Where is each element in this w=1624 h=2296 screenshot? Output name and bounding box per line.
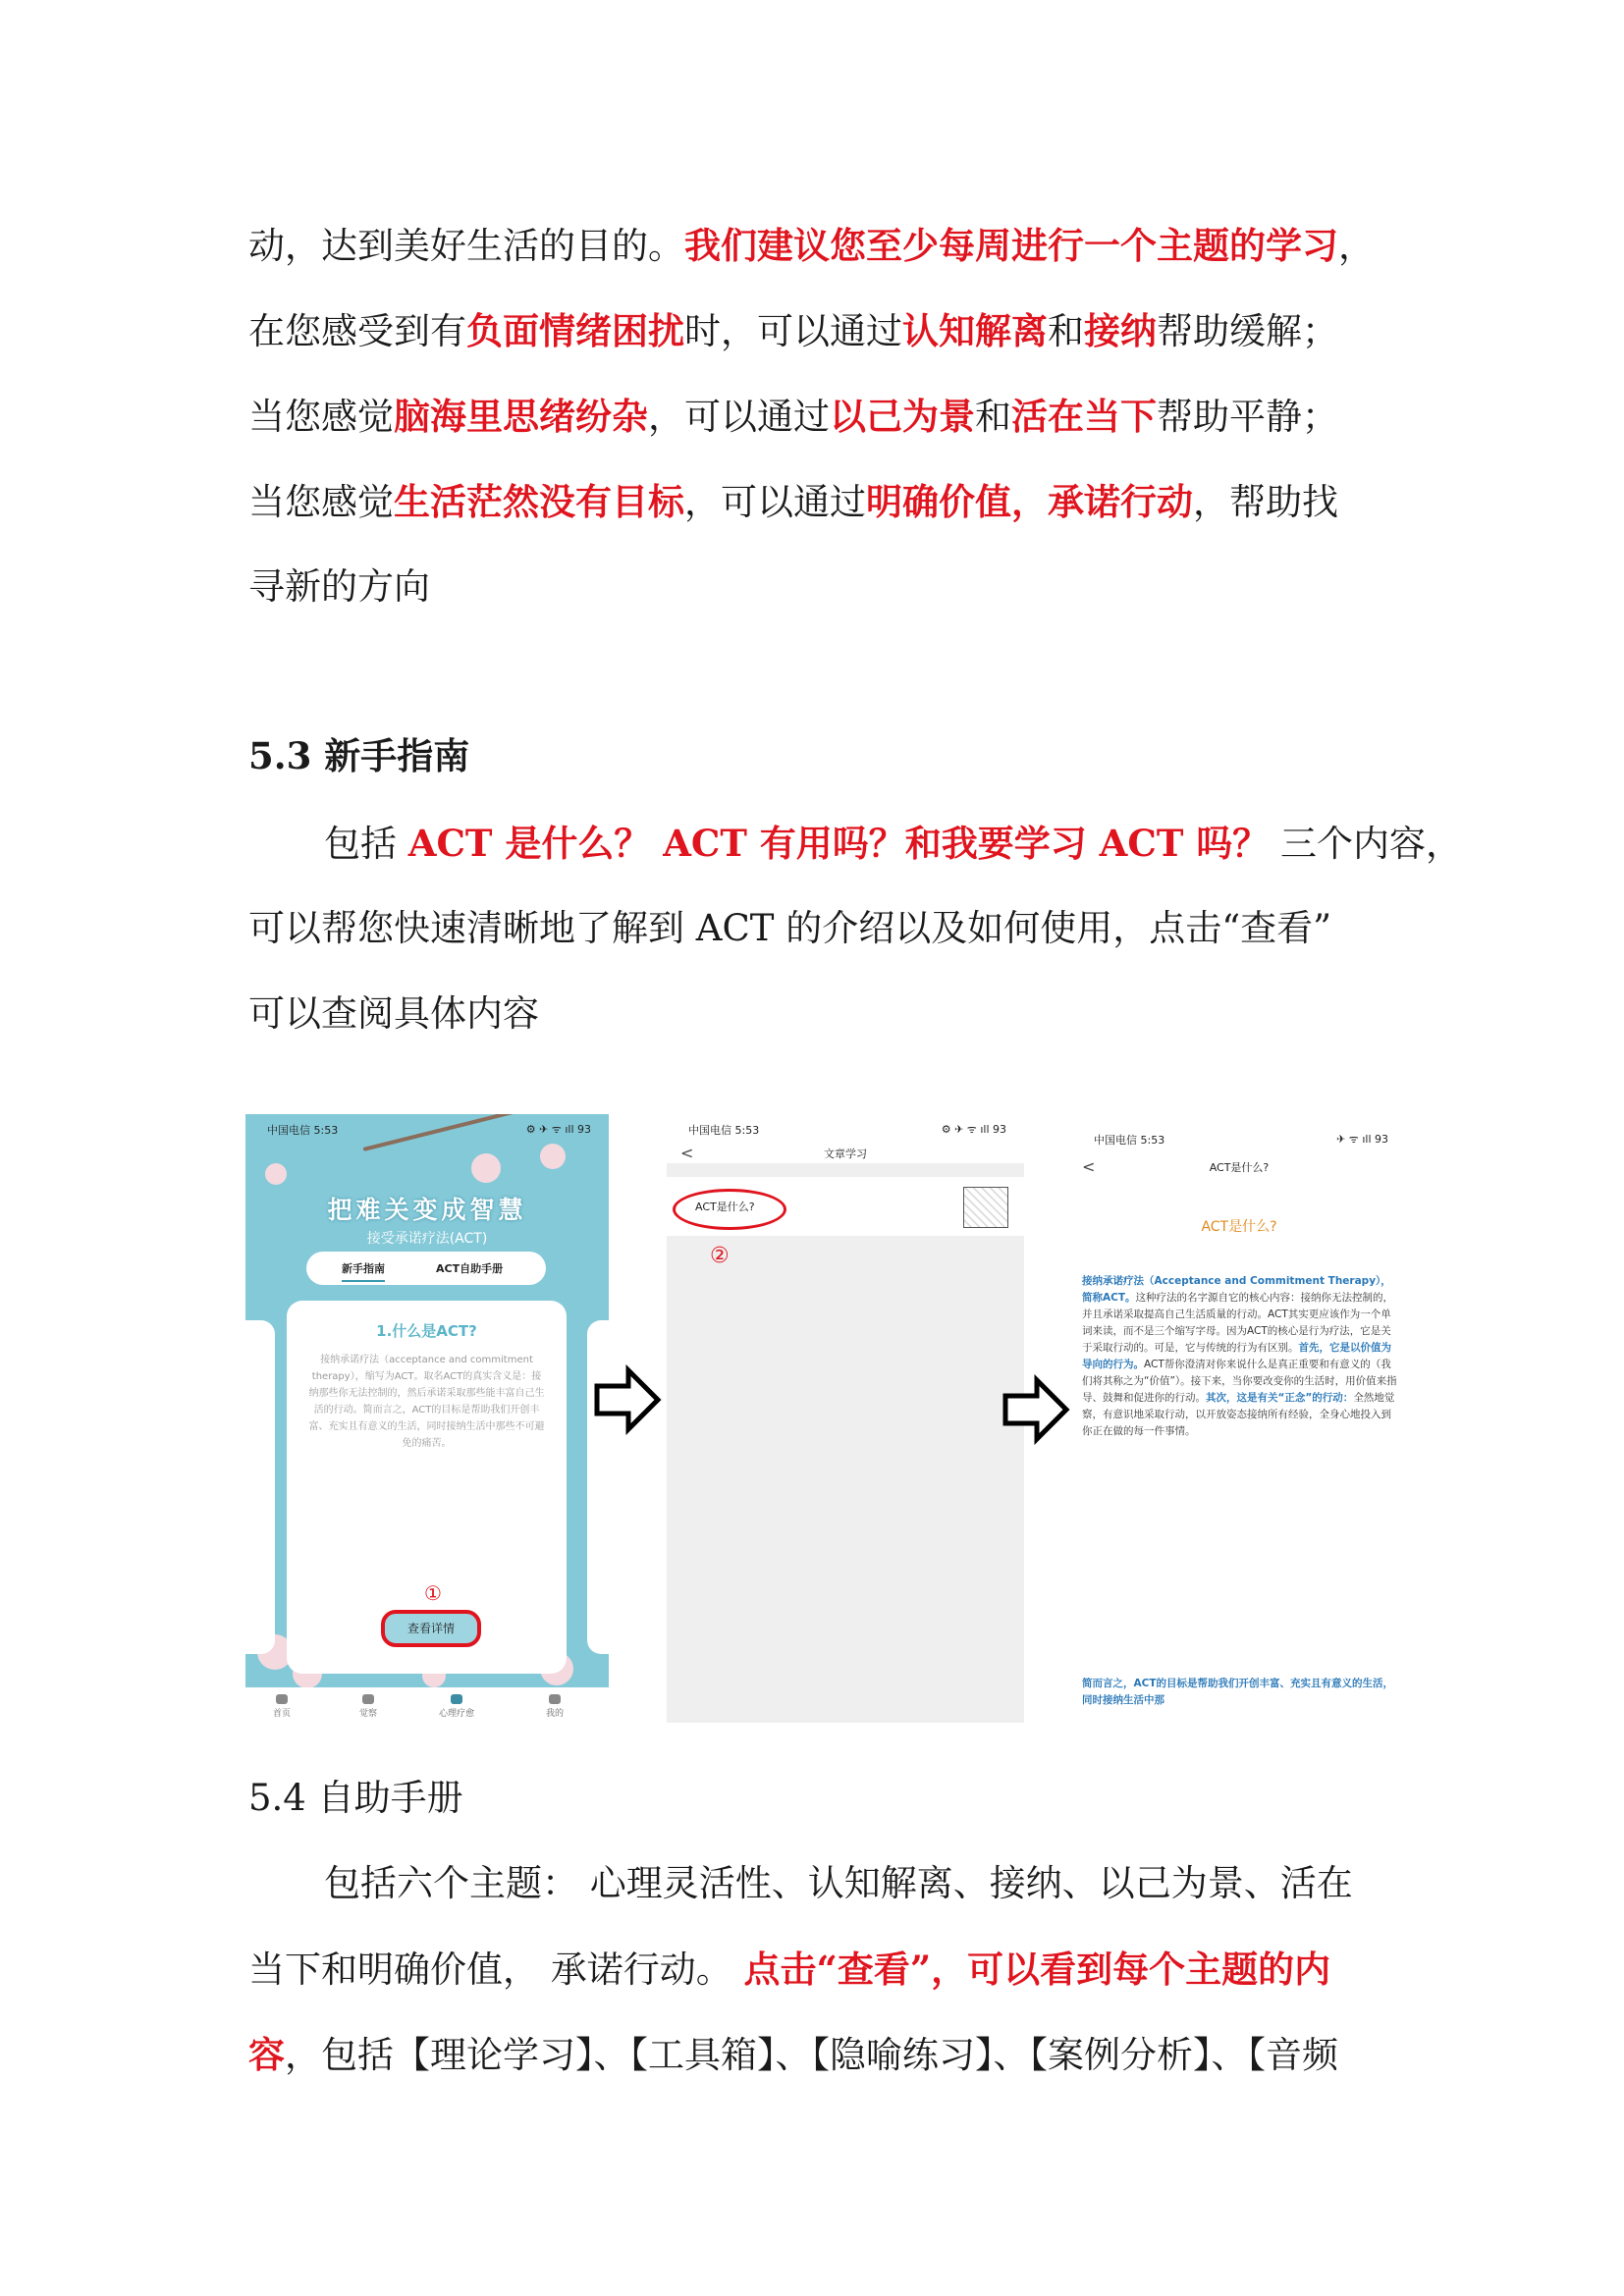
status-bar xyxy=(245,1122,609,1140)
highlighted-text: 脑海里思绪纷杂 xyxy=(394,395,648,438)
section53-line2 xyxy=(248,904,1397,953)
para1-line5 xyxy=(248,562,1397,612)
body-text: 帮助平静； xyxy=(1157,396,1338,438)
carrier-time: 中国电信 5:53 xyxy=(267,1124,339,1137)
article-emphasis: 接纳承诺疗法（Acceptance and Commitment Therapy），简称ACT。 xyxy=(1082,1275,1391,1304)
screenshot-article-list xyxy=(667,1114,1024,1723)
highlighted-text: ACT 是什么？ ACT 有用吗？和我要学习 ACT 吗？ xyxy=(407,822,1270,865)
body-text: 动，达到美好生活的目的。 xyxy=(248,225,684,267)
body-text: 当您感觉 xyxy=(248,396,394,438)
status-icons: ⚙ ✈ ᯤ ıll 93 xyxy=(525,1123,591,1136)
top-bar xyxy=(667,1114,1024,1163)
article-title: ACT是什么? xyxy=(695,1201,755,1213)
highlighted-text: 接纳 xyxy=(1084,309,1157,352)
tab-bar xyxy=(306,1252,546,1285)
section54-line3 xyxy=(248,2030,1397,2080)
nav-awareness-label: 觉察 xyxy=(358,1709,377,1719)
para1-line4 xyxy=(248,477,1397,527)
status-icons: ✈ ᯤ ıll 93 xyxy=(1336,1133,1388,1146)
body-text: 包括 xyxy=(324,823,408,865)
bottom-nav xyxy=(245,1687,609,1723)
para1-line1 xyxy=(248,221,1397,271)
page-title: 文章学习 xyxy=(824,1148,867,1160)
body-text: ，可以通过 xyxy=(648,396,830,438)
screenshot-article-detail xyxy=(1072,1124,1406,1723)
banner-title: 把难关变成智慧 xyxy=(327,1196,527,1224)
article-emphasis: 其次，这是有关“正念”的行动： xyxy=(1206,1392,1354,1404)
article-body xyxy=(1082,1273,1400,1440)
body-text: 寻新的方向 xyxy=(248,565,430,608)
highlighted-text: 点击“查看”，可以看到每个主题的内 xyxy=(743,1948,1331,1991)
article-emphasis: 首先，它是以价值为导向的行为。 xyxy=(1082,1342,1391,1370)
section53-line3 xyxy=(248,989,1397,1039)
nav-profile-label: 我的 xyxy=(545,1709,564,1719)
section54-line1 xyxy=(324,1859,1473,1908)
blossom-decoration xyxy=(265,1163,287,1185)
tab-beginner-guide[interactable]: 新手指南 xyxy=(342,1262,385,1275)
body-text: 和 xyxy=(1048,310,1084,352)
guide-card xyxy=(287,1301,567,1674)
body-text: 在您感受到有 xyxy=(248,310,466,352)
nav-healing-label: 心理疗愈 xyxy=(438,1709,474,1719)
step-marker-2: ② xyxy=(710,1244,730,1268)
section-5-3-heading: 5.3 新手指南 xyxy=(248,734,470,777)
back-icon[interactable]: < xyxy=(1082,1157,1096,1176)
person-icon xyxy=(549,1694,561,1704)
card-body: 接纳承诺疗法（acceptance and commitment therapy），缩写为ACT。取名ACT的真实含义是：接纳那些你无法控制的，然后承诺采取那些能丰富自己生活的行动。简而言之，ACT的目标是帮助我们开创丰富、充实且有意义的生活，同时接纳生活中那些不可避免的痛苦。 xyxy=(308,1355,545,1449)
blossom-decoration xyxy=(471,1153,501,1183)
tab-act-handbook[interactable]: ACT自助手册 xyxy=(436,1262,504,1275)
article-thumbnail xyxy=(963,1187,1008,1228)
body-text: ， xyxy=(1338,225,1375,267)
status-bar xyxy=(667,1122,1024,1140)
home-icon xyxy=(276,1694,288,1704)
section-5-4-heading: 5.4 自助手册 xyxy=(248,1777,463,1819)
article-heading: ACT是什么? xyxy=(1201,1219,1277,1235)
body-text: 可以查阅具体内容 xyxy=(248,992,539,1035)
highlighted-text: 以己为景 xyxy=(830,395,975,438)
banner-subtitle: 接受承诺疗法(ACT) xyxy=(366,1231,488,1247)
view-details-button[interactable]: 查看详情 xyxy=(381,1610,481,1647)
screenshot-home-guide xyxy=(245,1114,609,1723)
body-text: 时，可以通过 xyxy=(684,310,902,352)
nav-healing[interactable] xyxy=(432,1694,481,1719)
section54-line2 xyxy=(248,1945,1397,1995)
body-text: 当下和明确价值， 承诺行动。 xyxy=(248,1949,744,1991)
nav-awareness[interactable] xyxy=(344,1694,393,1719)
para1-line3 xyxy=(248,392,1397,442)
awareness-icon xyxy=(362,1694,374,1704)
nav-home-label: 首页 xyxy=(272,1709,291,1719)
carrier-time: 中国电信 5:53 xyxy=(1094,1134,1165,1147)
arrow-right-icon xyxy=(1001,1374,1072,1445)
body-text: ，帮助找 xyxy=(1193,481,1338,523)
highlighted-text: 活在当下 xyxy=(1011,395,1157,438)
body-text: 可以帮您快速清晰地了解到 ACT 的介绍以及如何使用，点击“查看” xyxy=(248,907,1332,949)
article-text: ACT帮你澄清对你来说什么是真正重要和有意义的（我们将其称之为“价值”）。接下来，当你要改变你的生活时，用价值来指导、鼓舞和促进你的行动。 xyxy=(1082,1359,1397,1404)
page-title: ACT是什么? xyxy=(1209,1161,1270,1174)
carrier-time: 中国电信 5:53 xyxy=(688,1124,760,1137)
highlighted-text: 认知解离 xyxy=(902,309,1048,352)
body-text: 帮助缓解； xyxy=(1157,310,1338,352)
status-bar xyxy=(1072,1132,1406,1149)
step-marker-1: ① xyxy=(424,1581,442,1605)
body-text: 三个内容， xyxy=(1269,823,1463,865)
body-text: ，包括【理论学习】、【工具箱】、【隐喻练习】、【案例分析】、【音频 xyxy=(285,2034,1338,2076)
article-text: 全然地觉察，有意识地采取行动，以开放姿态接纳所有经验，全身心地投入到你正在做的每一件事情。 xyxy=(1082,1392,1395,1437)
body-text: ，可以通过 xyxy=(684,481,866,523)
prev-card-edge xyxy=(245,1320,275,1654)
highlighted-text: 容 xyxy=(248,2033,285,2076)
nav-home[interactable] xyxy=(257,1694,306,1719)
nav-profile[interactable] xyxy=(530,1694,579,1719)
highlighted-text: 明确价值，承诺行动 xyxy=(866,480,1193,523)
blossom-decoration xyxy=(540,1144,566,1169)
body-text: 包括六个主题： 心理灵活性、认知解离、接纳、以己为景、活在 xyxy=(324,1862,1353,1904)
highlighted-text: 负面情绪困扰 xyxy=(466,309,684,352)
para1-line2 xyxy=(248,306,1397,356)
arrow-right-icon xyxy=(593,1364,664,1435)
section53-line1 xyxy=(324,819,1473,869)
body-text: 和 xyxy=(975,396,1011,438)
highlighted-text: 我们建议您至少每周进行一个主题的学习 xyxy=(684,224,1338,267)
body-text: 当您感觉 xyxy=(248,481,394,523)
back-icon[interactable]: < xyxy=(680,1144,694,1162)
article-text: 这种疗法的名字源自它的核心内容：接纳你无法控制的，并且承诺采取提高自己生活质量的行动。ACT其实更应该作为一个单词来读，而不是三个缩写字母。因为ACT的核心是行为疗法，它是关于采取行动的。可是，它与传统的行为有区别。 xyxy=(1082,1292,1393,1354)
status-icons: ⚙ ✈ ᯤ ıll 93 xyxy=(941,1123,1006,1136)
card-title: 1.什么是ACT? xyxy=(376,1322,477,1340)
article-list-item[interactable] xyxy=(667,1177,1024,1236)
highlighted-text: 生活茫然没有目标 xyxy=(394,480,684,523)
article-summary: 简而言之，ACT的目标是帮助我们开创丰富、充实且有意义的生活，同时接纳生活中那 xyxy=(1082,1678,1393,1706)
book-icon xyxy=(451,1694,462,1704)
